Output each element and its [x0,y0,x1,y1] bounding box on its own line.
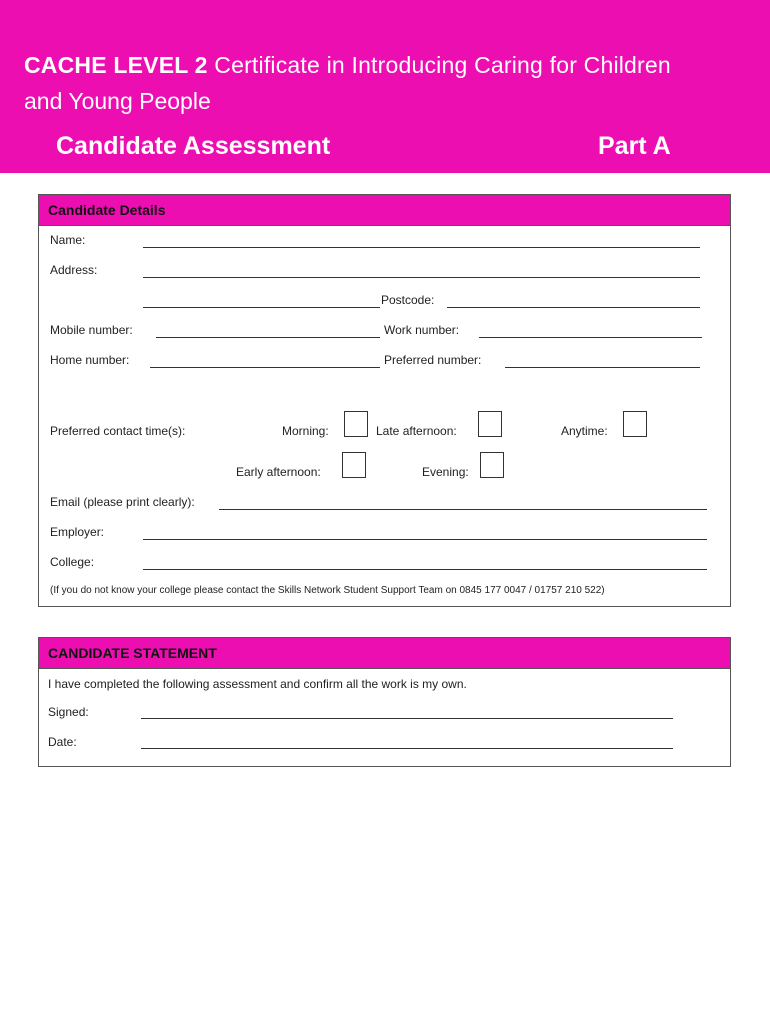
title-line2: and Young People [24,88,211,114]
late-afternoon-checkbox[interactable] [478,411,502,437]
name-label: Name: [50,233,86,247]
page-title [24,52,671,79]
college-field[interactable] [143,569,707,570]
early-afternoon-label: Early afternoon: [236,465,321,479]
header-banner [0,0,770,173]
title-bold: CACHE LEVEL 2 [24,52,208,78]
title-rest: Certificate in Introducing Caring for Children [207,52,671,78]
email-label: Email (please print clearly): [50,495,195,509]
mobile-number-label: Mobile number: [50,323,133,337]
mobile-number-field[interactable] [156,337,380,338]
postcode-label: Postcode: [381,293,435,307]
preferred-number-field[interactable] [505,367,700,368]
morning-label: Morning: [282,424,329,438]
address-label: Address: [50,263,98,277]
late-afternoon-label: Late afternoon: [376,424,457,438]
contact-time-label: Preferred contact time(s): [50,424,186,438]
candidate-statement-heading: CANDIDATE STATEMENT [39,638,730,669]
home-number-field[interactable] [150,367,380,368]
college-label: College: [50,555,95,569]
candidate-statement-box [38,637,731,767]
employer-label: Employer: [50,525,105,539]
email-field[interactable] [219,509,707,510]
anytime-label: Anytime: [561,424,608,438]
signed-field[interactable] [141,718,673,719]
evening-label: Evening: [422,465,469,479]
college-note: (If you do not know your college please contact the Skills Network Student Support Team on 0845 177 0047 / 01757 210 522) [50,585,605,596]
address-line2-field[interactable] [143,307,380,308]
date-field[interactable] [141,748,673,749]
address-line1-field[interactable] [143,277,700,278]
subtitle: Candidate Assessment [56,132,331,160]
candidate-details-box [38,194,731,607]
early-afternoon-checkbox[interactable] [342,452,366,478]
anytime-checkbox[interactable] [623,411,647,437]
home-number-label: Home number: [50,353,130,367]
evening-checkbox[interactable] [480,452,504,478]
name-field[interactable] [143,247,700,248]
morning-checkbox[interactable] [344,411,368,437]
candidate-details-heading: Candidate Details [39,195,730,226]
employer-field[interactable] [143,539,707,540]
work-number-field[interactable] [479,337,702,338]
signed-label: Signed: [48,705,89,719]
part-label: Part A [598,132,671,160]
date-label: Date: [48,735,77,749]
postcode-field[interactable] [447,307,700,308]
work-number-label: Work number: [384,323,460,337]
statement-text: I have completed the following assessment and confirm all the work is my own. [48,677,467,691]
preferred-number-label: Preferred number: [384,353,482,367]
